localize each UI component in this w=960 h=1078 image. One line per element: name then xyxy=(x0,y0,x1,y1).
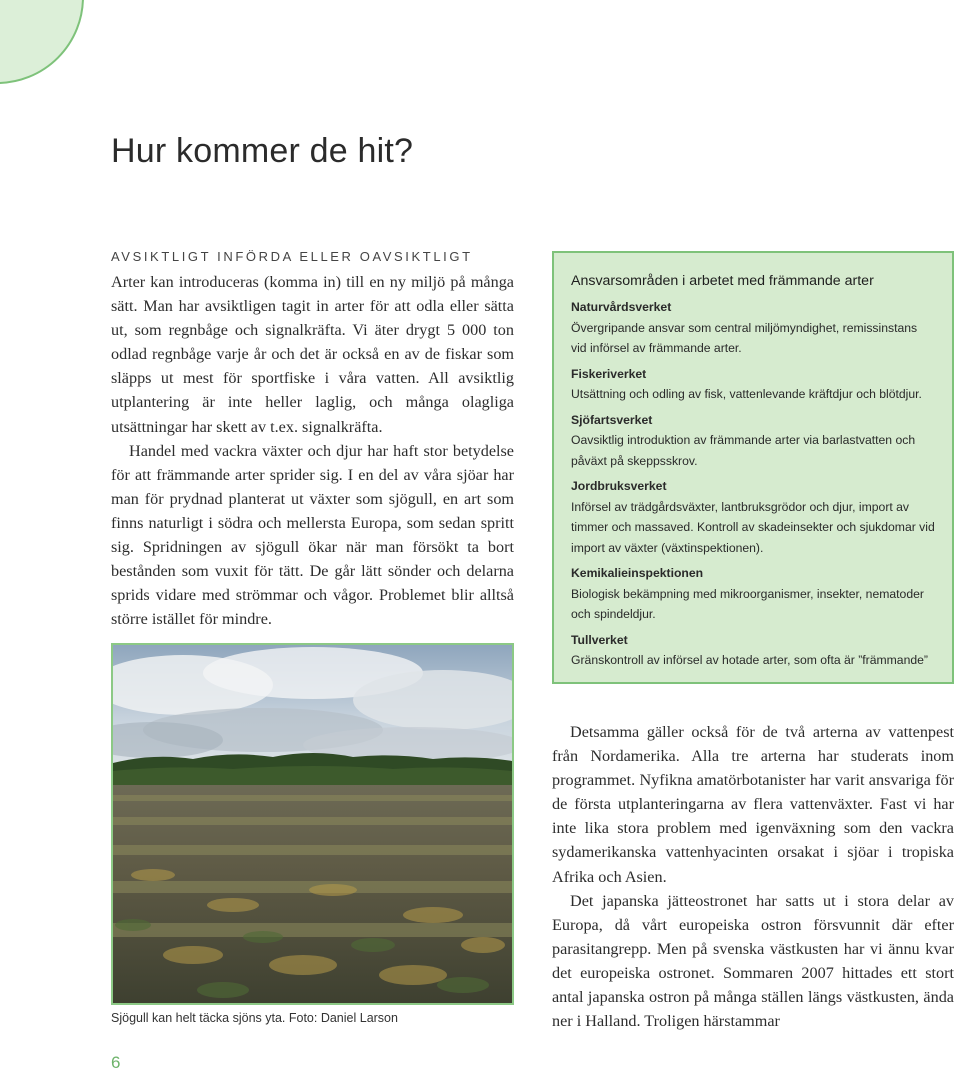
agency-name: Kemikalieinspektionen xyxy=(571,566,704,580)
paragraph: Handel med vackra växter och djur har haft stor betydelse för att främmande arter sprider sig. I en del av våra sjöar har man för prydnad planterat ut växter som sjögull, en art som finns naturligt i södra och mellersta Europa, som sedan spritt sig. Spridningen av sjögull ökar när man försökt ta bort bestånden som vuxit för tätt. De går lätt sönder och delarna sprids vidare med strömmar och vågor. Problemet blir alltså större istället för mindre. xyxy=(111,441,514,629)
agency-description: Utsättning och odling av fisk, vattenlevande kräftdjur och blötdjur. xyxy=(571,387,922,401)
left-body-text xyxy=(111,270,514,631)
agency-description: Gränskontroll av införsel av hotade arter, som ofta är ”främmande” xyxy=(571,653,928,667)
agency-description: Oavsiktlig introduktion av främmande arter via barlastvatten och påväxt på skeppsskrov. xyxy=(571,433,916,468)
agency-description: Övergripande ansvar som central miljömyndighet, remissinstans vid införsel av främmande arter. xyxy=(571,320,918,355)
page-number: 6 xyxy=(111,1053,121,1072)
agency-name: Tullverket xyxy=(571,632,628,647)
lake-photo xyxy=(111,643,514,1005)
agency-name: Sjöfartsverket xyxy=(571,412,653,427)
agency-name: Jordbruksverket xyxy=(571,479,667,493)
agency-name: Fiskeriverket xyxy=(571,366,647,381)
paragraph: Det japanska jätteostronet har satts ut i stora delar av Europa, då vårt europeiska ostron försvunnit där efter parasitangrepp. Men på svenska västkusten har vi ännu kvar det europeiska ostronet. Sommaren 2007 hittades ett stort antal japanska ostron på många ställen längs västkusten, ända ner i Halland. Troligen härstammar xyxy=(552,891,954,1031)
corner-decoration xyxy=(0,0,84,84)
page-title: Hur kommer de hit? xyxy=(111,132,414,170)
agency-description: Införsel av trädgårdsväxter, lantbruksgrödor och djur, import av timmer och massaved. Kontroll av skadeinsekter och sjukdomar vid import av växter (växtinspektionen). xyxy=(571,499,935,555)
paragraph: Arter kan introduceras (komma in) till en ny miljö på många sätt. Man har avsiktligen tagit in arter för att odla eller sätta ut, som regnbåge och signalkräfta. Vi äter drygt 5 000 ton odlad regnbåge varje år och det är också en av de fiskar som släpps ut mest för sportfiske i våra vatten. All avsiktlig utplantering är inte heller laglig, och många olagliga utsättningar har skett av t.ex. signalkräfta. xyxy=(111,273,514,436)
photo-caption: Sjögull kan helt täcka sjöns yta. Foto: Daniel Larson xyxy=(111,1011,398,1025)
box-heading: Ansvarsområden i arbetet med främmande arter xyxy=(571,273,874,289)
paragraph: Detsamma gäller också för de två arterna av vattenpest från Nordamerika. Alla tre arterna har studerats inom programmet. Nyfikna amatörbotanister har varit ansvariga för de första utplanteringarna av flera vattenväxter. Fast vi har inte lika stora problem med igenväxning som den vackra sydamerikanska vattenhyacinten orsakat i sjöar i tropiska Afrika och Asien. xyxy=(552,723,954,886)
lake-photo-image xyxy=(113,645,512,1003)
responsibility-box xyxy=(552,251,954,684)
agency-description: Biologisk bekämpning med mikroorganismer, insekter, nematoder och spindeldjur. xyxy=(571,586,924,621)
agency-name: Naturvårdsverket xyxy=(571,300,672,314)
section-heading: AVSIKTLIGT INFÖRDA ELLER OAVSIKTLIGT xyxy=(111,249,473,264)
right-body-text xyxy=(552,720,954,1033)
